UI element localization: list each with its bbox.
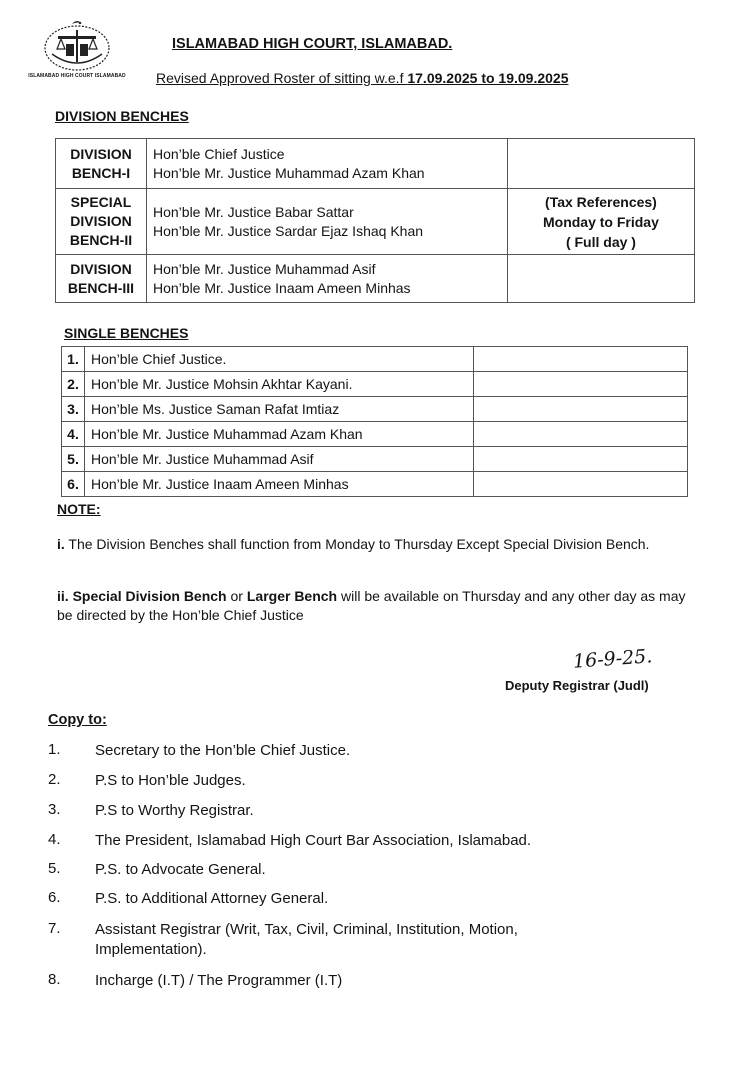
table-row — [62, 447, 688, 472]
bench-label-line: BENCH-III — [67, 279, 135, 296]
division-benches-title: DIVISION BENCHES — [55, 108, 189, 124]
judge-name: Hon’ble Mr. Justice Inaam Ameen Minhas — [152, 279, 411, 296]
copy-to-title: Copy to: — [48, 712, 107, 728]
court-emblem-logo — [28, 18, 126, 92]
empty-cell — [474, 472, 688, 497]
judge-name: Hon’ble Mr. Justice Mohsin Akhtar Kayani. — [85, 372, 474, 397]
note-text: The Division Benches shall function from Monday to Thursday Except Special Division Bench. — [68, 536, 650, 552]
special-note-line: (Tax References) — [545, 193, 657, 210]
bench-note-cell — [507, 255, 694, 303]
table-row — [62, 372, 688, 397]
note-bold-text: Larger Bench — [246, 588, 338, 604]
row-number: 5. — [62, 447, 85, 472]
copy-item-text: The President, Islamabad High Court Bar Association, Islamabad. — [95, 832, 532, 849]
note-item-1 — [57, 535, 687, 554]
table-row — [62, 472, 688, 497]
row-number: 4. — [62, 422, 85, 447]
empty-cell — [474, 397, 688, 422]
bench-note-cell — [507, 139, 694, 189]
judge-name: Hon’ble Mr. Justice Babar Sattar — [152, 203, 354, 220]
copy-item-number: 8. — [48, 971, 61, 988]
special-bench-note — [507, 189, 694, 255]
copy-item-text: P.S. to Advocate General. — [95, 861, 266, 878]
note-text: or — [226, 588, 247, 604]
bench-label — [56, 139, 147, 189]
judge-name: Hon’ble Ms. Justice Saman Rafat Imtiaz — [85, 397, 474, 422]
note-text: will be available on Thursday and any other day as may be directed by the Hon’ble Chief Justice — [57, 588, 686, 623]
row-number: 1. — [62, 347, 85, 372]
bench-label-line: BENCH-I — [71, 164, 131, 181]
table-row — [62, 422, 688, 447]
copy-item-text: P.S to Hon’ble Judges. — [95, 772, 246, 789]
empty-cell — [474, 422, 688, 447]
row-number: 6. — [62, 472, 85, 497]
copy-item-number: 5. — [48, 860, 61, 877]
note-title: NOTE: — [57, 501, 101, 517]
bench-label — [56, 255, 147, 303]
single-benches-table — [61, 346, 688, 497]
row-number: 2. — [62, 372, 85, 397]
signature-date: 16-9-25. — [572, 645, 653, 673]
empty-cell — [474, 347, 688, 372]
roster-dates: 17.09.2025 to 19.09.2025 — [407, 70, 569, 86]
table-row — [62, 397, 688, 422]
empty-cell — [474, 372, 688, 397]
table-row — [62, 347, 688, 372]
court-name-heading: ISLAMABAD HIGH COURT, ISLAMABAD. — [172, 36, 453, 52]
judge-name: Hon’ble Chief Justice — [152, 145, 285, 162]
judge-name: Hon’ble Mr. Justice Muhammad Azam Khan — [152, 164, 425, 181]
copy-item-text: P.S. to Additional Attorney General. — [95, 890, 329, 907]
bench-label-line: DIVISION — [70, 213, 132, 229]
copy-item-text: Incharge (I.T) / The Programmer (I.T) — [95, 972, 343, 989]
copy-item-number: 6. — [48, 889, 61, 906]
bench-judges — [146, 139, 507, 189]
table-row — [56, 189, 695, 255]
judge-name: Hon’ble Mr. Justice Muhammad Azam Khan — [85, 422, 474, 447]
division-benches-table — [55, 138, 695, 303]
judge-name: Hon’ble Mr. Justice Inaam Ameen Minhas — [85, 472, 474, 497]
bench-label-line: SPECIAL — [70, 194, 132, 210]
bench-label-line: BENCH-II — [69, 232, 133, 248]
table-row — [56, 139, 695, 189]
copy-item-number: 4. — [48, 831, 61, 848]
judge-name: Hon’ble Mr. Justice Muhammad Asif — [152, 260, 376, 277]
bench-label — [56, 189, 147, 255]
copy-item-text: Secretary to the Hon’ble Chief Justice. — [95, 742, 351, 759]
copy-item-number: 2. — [48, 771, 61, 788]
bench-judges — [146, 255, 507, 303]
logo-caption: ISLAMABAD HIGH COURT ISLAMABAD — [28, 73, 126, 79]
note-number: i. — [57, 536, 65, 552]
note-bold-text: Special Division Bench — [72, 588, 227, 604]
copy-item-text: Assistant Registrar (Writ, Tax, Civil, Criminal, Institution, Motion, Implementation). — [95, 921, 518, 958]
single-benches-title: SINGLE BENCHES — [64, 325, 189, 341]
special-note-line: ( Full day ) — [565, 233, 636, 250]
judge-name: Hon’ble Chief Justice. — [85, 347, 474, 372]
note-number: ii. — [57, 588, 69, 604]
copy-item-number: 1. — [48, 741, 61, 758]
copy-item-number: 3. — [48, 801, 61, 818]
special-note-line: Monday to Friday — [542, 213, 659, 230]
row-number: 3. — [62, 397, 85, 422]
judge-name: Hon’ble Mr. Justice Muhammad Asif — [85, 447, 474, 472]
note-item-2 — [57, 587, 697, 625]
empty-cell — [474, 447, 688, 472]
bench-judges — [146, 189, 507, 255]
copy-item-number: 7. — [48, 920, 61, 937]
bench-label-line: DIVISION — [70, 145, 132, 162]
roster-prefix: Revised Approved Roster of sitting w.e.f — [156, 70, 408, 86]
signatory-title: Deputy Registrar (Judl) — [505, 678, 649, 693]
bench-label-line: DIVISION — [70, 260, 132, 277]
table-row — [56, 255, 695, 303]
copy-item-text: P.S to Worthy Registrar. — [95, 802, 254, 819]
roster-subtitle — [156, 70, 569, 86]
judge-name: Hon’ble Mr. Justice Sardar Ejaz Ishaq Khan — [152, 222, 424, 239]
